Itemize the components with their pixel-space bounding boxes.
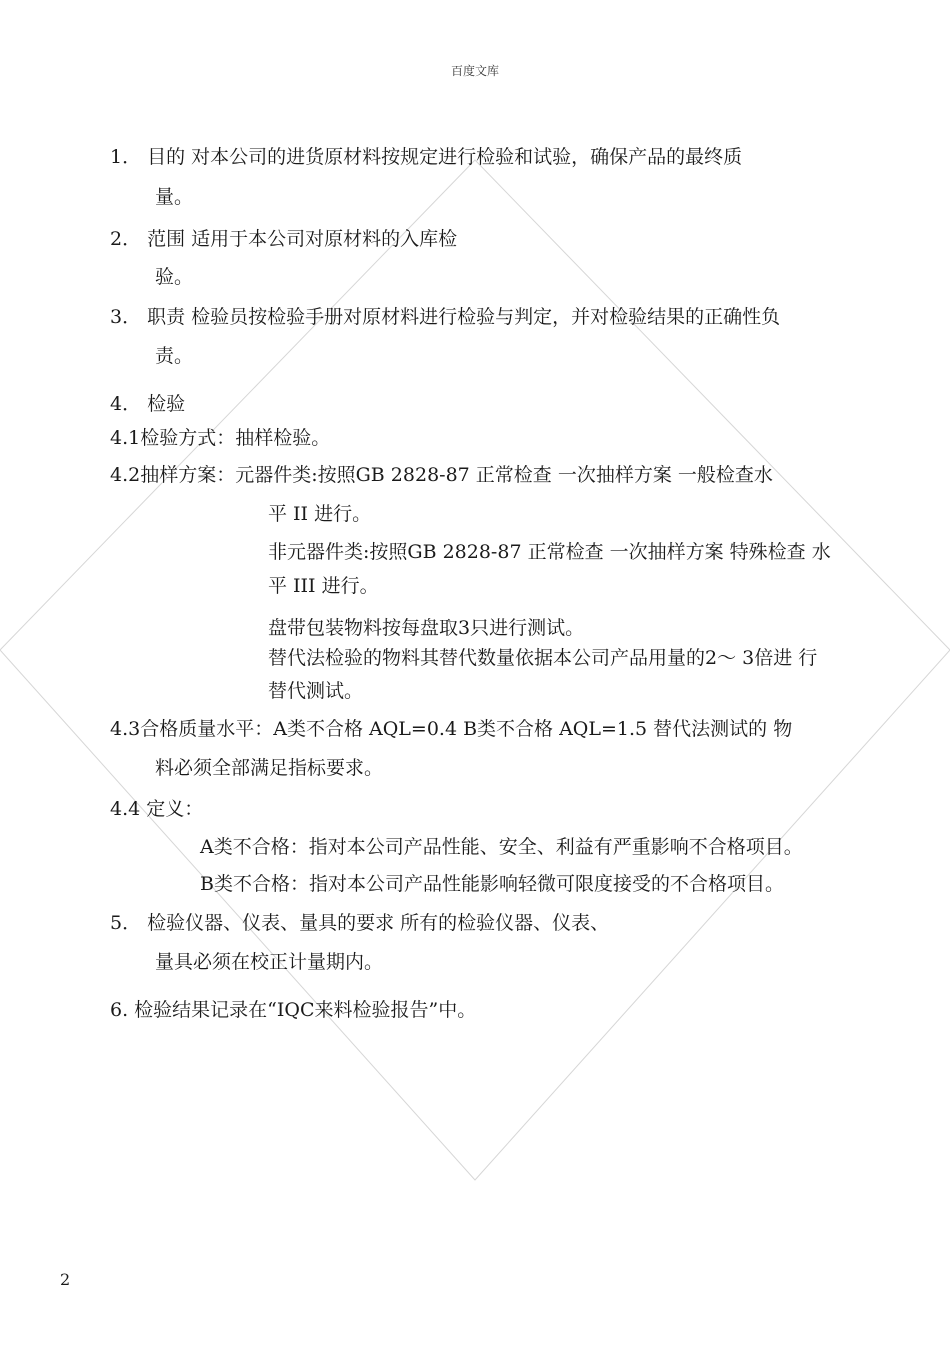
section-4-3-line-1: 4.3合格质量水平：A类不合格 AQL=0.4 B类不合格 AQL=1.5 替代法测试的 物 bbox=[110, 718, 793, 740]
section-4-2-line-1: 4.2抽样方案：元器件类:按照GB 2828-87 正常检查 一次抽样方案 一般检查水 bbox=[110, 464, 773, 486]
section-3-line-2: 责。 bbox=[155, 345, 194, 367]
section-4-heading: 4． 检验 bbox=[110, 393, 186, 415]
definition-class-b: B类不合格：指对本公司产品性能影响轻微可限度接受的不合格项目。 bbox=[200, 873, 784, 895]
section-3-line-1: 3． 职责 检验员按检验手册对原材料进行检验与判定，并对检验结果的正确性负 bbox=[110, 306, 781, 328]
page-number: 2 bbox=[60, 1270, 71, 1289]
section-4-4-heading: 4.4 定义： bbox=[110, 798, 204, 820]
section-1-line-2: 量。 bbox=[155, 186, 194, 208]
section-4-2-line-4: 平 III 进行。 bbox=[268, 575, 379, 597]
page-header: 百度文库 bbox=[450, 64, 499, 78]
definition-class-a: A类不合格：指对本公司产品性能、安全、利益有严重影响不合格项目。 bbox=[200, 836, 803, 858]
section-4-2-line-6: 替代法检验的物料其替代数量依据本公司产品用量的2～ 3倍进 行 bbox=[268, 647, 818, 669]
section-1-line-1: 1． 目的 对本公司的进货原材料按规定进行检验和试验，确保产品的最终质 bbox=[110, 146, 743, 168]
section-2-line-2: 验。 bbox=[155, 266, 194, 288]
section-4-2-line-5: 盘带包装物料按每盘取3只进行测试。 bbox=[268, 617, 585, 639]
section-5-line-1: 5． 检验仪器、仪表、量具的要求 所有的检验仪器、仪表、 bbox=[110, 912, 610, 934]
section-4-3-line-2: 料必须全部满足指标要求。 bbox=[155, 757, 384, 779]
section-6-line-1: 6. 检验结果记录在“IQC来料检验报告”中。 bbox=[110, 999, 477, 1021]
section-4-2-line-3: 非元器件类:按照GB 2828-87 正常检查 一次抽样方案 特殊检查 水 bbox=[268, 541, 831, 563]
section-5-line-2: 量具必须在校正计量期内。 bbox=[155, 951, 384, 973]
section-4-2-line-2: 平 II 进行。 bbox=[268, 503, 372, 525]
section-4-2-line-7: 替代测试。 bbox=[268, 680, 364, 702]
section-2-line-1: 2． 范围 适用于本公司对原材料的入库检 bbox=[110, 228, 458, 250]
section-4-1: 4.1检验方式：抽样检验。 bbox=[110, 427, 331, 449]
